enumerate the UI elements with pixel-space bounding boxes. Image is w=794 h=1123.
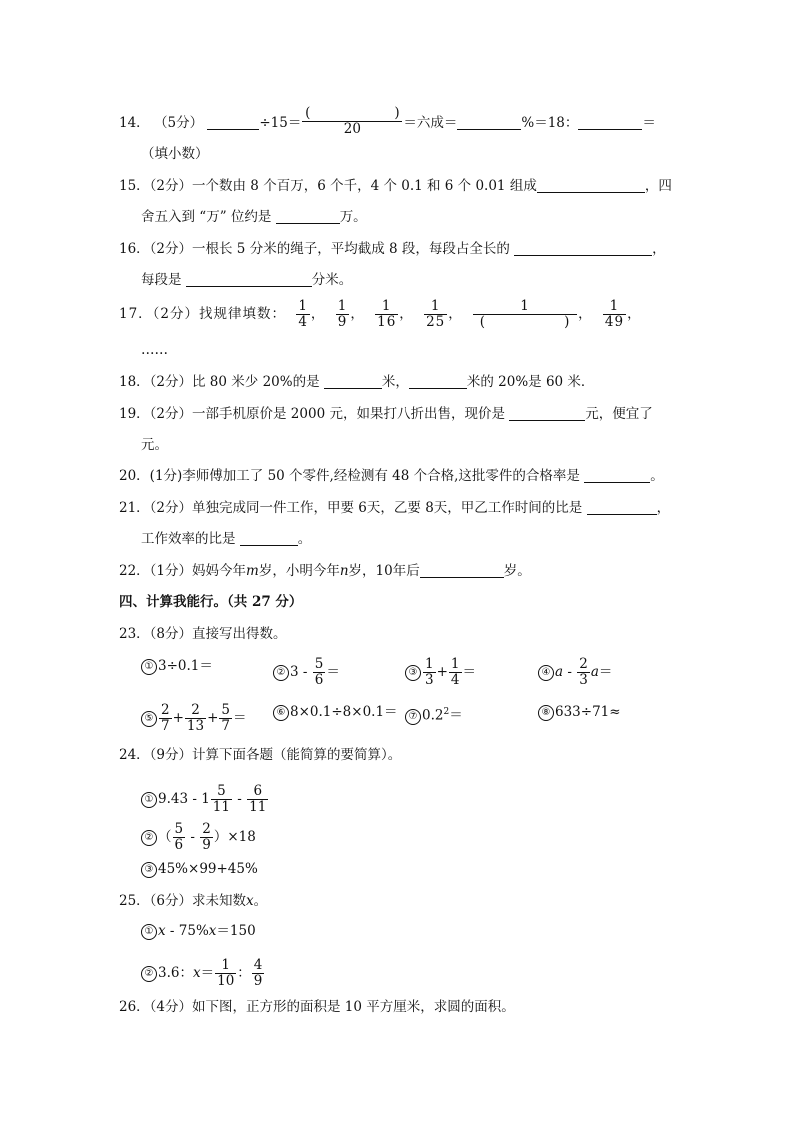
answer-blank[interactable]	[409, 374, 467, 389]
question-16-line2: 每段是 分米。	[141, 272, 353, 288]
q23-item-2: ② 3 - $\frac{5}{6}$ ＝	[273, 657, 340, 688]
question-21: 21．（2分）单独完成同一件工作，甲要 6天，乙要 8天，甲乙工作时间的比是 ，	[119, 500, 671, 516]
q23-item-1: ① 3÷0.1＝	[141, 657, 213, 675]
q25-item-1: ① x - 75%x＝150	[141, 922, 256, 940]
q14-note: （填小数）	[141, 146, 209, 162]
q23-item-4: ④ a - $\frac{2}{3}$ a＝	[538, 657, 612, 688]
answer-blank[interactable]	[578, 115, 642, 130]
question-22: 22．（1分）妈妈今年m岁，小明今年n岁，10年后 岁。	[119, 563, 531, 579]
fraction: $\frac{1}{4}$	[298, 298, 308, 330]
question-26: 26．（4分）如下图，正方形的面积是 10 平方厘米，求圆的面积。	[119, 999, 515, 1015]
answer-blank[interactable]	[514, 241, 652, 256]
answer-blank[interactable]	[324, 374, 382, 389]
answer-blank[interactable]	[240, 531, 298, 546]
question-20: 20．(1分)李师傅加工了 50 个零件,经检测有 48 个合格,这批零件的合格率是 。	[119, 468, 664, 484]
question-15: 15．（2分）一个数由 8 个百万，6 个千，4 个 0.1 和 6 个 0.01 组成 ，四	[119, 178, 672, 194]
fraction-blank: $\frac{( )}{20}$	[302, 106, 402, 137]
q24-item-2: ② （ $\frac{5}{6}$ - $\frac{2}{9}$ ）×18	[141, 822, 256, 853]
question-24: 24．（9分）计算下面各题（能简算的要简算）。	[119, 747, 402, 763]
ellipsis: ……	[141, 342, 168, 358]
fraction: $\frac{1}{16}$	[377, 298, 397, 330]
answer-blank[interactable]	[420, 563, 504, 578]
question-21-line2: 工作效率的比是 。	[141, 531, 312, 547]
fraction-blank: $\frac{1}{( )}$	[473, 299, 577, 330]
q24-item-1: ① 9.43 - 1 $\frac{5}{11}$ - $\frac{6}{11}$	[141, 784, 269, 815]
q23-item-5: ⑤ $\frac{2}{7}$ + $\frac{2}{13}$ + $\frac{5}{7}$ ＝	[141, 703, 247, 734]
section-heading: 四、计算我能行。（共 27 分）	[119, 594, 303, 610]
q24-item-3: ③ 45%×99+45%	[141, 860, 258, 878]
question-18: 18．（2分）比 80 米少 20%的是 米， 米的 20%是 60 米．	[119, 374, 595, 390]
question-19-line2: 元。	[141, 437, 168, 453]
fraction: $\frac{1}{25}$	[426, 298, 446, 330]
question-23: 23．（8分）直接写出得数。	[119, 626, 287, 642]
answer-blank[interactable]	[584, 468, 650, 483]
answer-blank[interactable]	[587, 500, 657, 515]
q23-item-6: ⑥ 8×0.1÷8×0.1＝	[273, 703, 398, 721]
q23-item-3: ③ $\frac{1}{3}$ + $\frac{1}{4}$ ＝	[405, 657, 476, 688]
question-15-line2: 舍五入到 “万” 位约是 万。	[141, 209, 367, 225]
question-19: 19．（2分）一部手机原价是 2000 元，如果打八折出售，现价是 元，便宜了	[119, 406, 653, 422]
question-25: 25．（6分）求未知数x。	[119, 893, 268, 909]
answer-blank[interactable]	[509, 406, 585, 421]
fraction: $\frac{1}{9}$	[337, 298, 348, 330]
answer-blank[interactable]	[457, 115, 521, 130]
question-16: 16．（2分）一根长 5 分米的绳子，平均截成 8 段，每段占全长的 ，	[119, 241, 666, 257]
answer-blank[interactable]	[537, 178, 645, 193]
answer-blank[interactable]	[276, 209, 340, 224]
q23-item-7: ⑦ $0.2^2=$	[405, 703, 463, 725]
answer-blank[interactable]	[186, 272, 312, 287]
answer-blank[interactable]	[207, 115, 259, 130]
q23-item-8: ⑧ 633÷71≈	[538, 703, 621, 721]
q25-item-2: ② 3.6：x＝ $\frac{1}{10}$ ： $\frac{4}{9}$	[141, 958, 265, 989]
fraction: $\frac{1}{49}$	[604, 298, 625, 330]
question-14: 14． （5分） ÷15＝ $\frac{( )}{20}$ ＝六成＝ %＝18： ＝	[119, 105, 656, 137]
question-17: 17．（2分）找规律填数： $\frac{1}{4}$ ， $\frac{1}{9}$ ， $\frac{1}{16}$ ， $\frac{1}{25}$ ， $\frac{1}{( )}$ ， $\frac{1}{49}$ ，	[119, 298, 642, 330]
